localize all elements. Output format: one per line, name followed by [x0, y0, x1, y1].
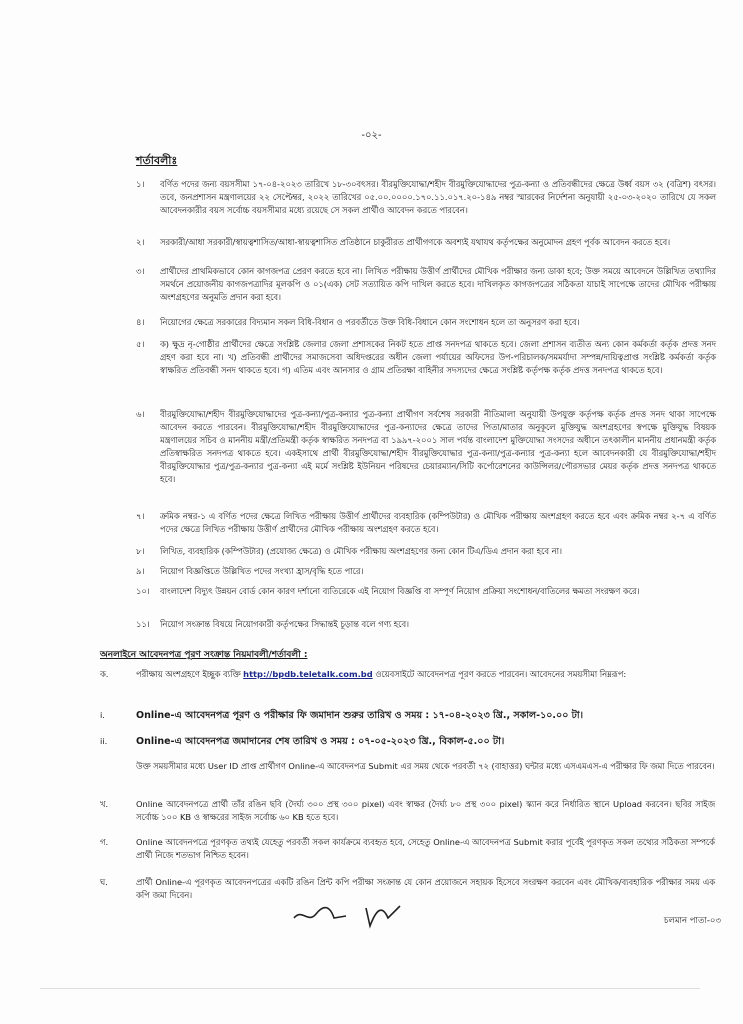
term-item	[136, 565, 716, 578]
term-number: ৮।	[136, 546, 145, 556]
term-item	[136, 178, 716, 217]
term-text: বাংলাদেশ বিদ্যুৎ উন্নয়ন বোর্ড কোন কারণ দর্শানো ব্যতিরেকে এই নিয়োগ বিজ্ঞপ্তি বা সম্পূর্ণ নিয়োগ প্রক্রিয়া সংশোধন/বাতিলের ক্ষমতা সংরক্ষণ করে।	[160, 586, 640, 596]
sms-fee-note: উক্ত সময়সীমার মধ্যে User ID প্রাপ্ত প্রার্থীগণ Online-এ আবেদনপত্র Submit এর সময় থেকে পরবর্তী ৭২ (বাহাত্তর) ঘন্টার মধ্যে এসএমএস-এ পরীক্ষার ফি জমা দিতে পারবেন।	[136, 761, 715, 771]
online-item-i	[100, 709, 715, 722]
term-number: ৯।	[136, 566, 145, 576]
term-item	[136, 316, 716, 329]
online-item-kh	[100, 798, 715, 824]
term-item	[136, 236, 716, 249]
photo-upload-rule: Online আবেদনপত্রে প্রার্থী তাঁর রঙিন ছবি (দৈর্ঘ্য ৩০০ প্রস্থ ৩০০ pixel) এবং স্বাক্ষর (দৈর্ঘ্য ৮০ প্রস্থ ৩০০ pixel) স্ক্যান করে নির্ধারিত স্থানে Upload করবেন। ছবির সাইজ সর্বোচ্চ ১০০ KB ও স্বাক্ষরের সাইজ সর্বোচ্চ ৬০ KB হতে হবে।	[136, 799, 715, 822]
term-item	[136, 545, 716, 558]
term-number: ১।	[136, 179, 145, 189]
signature-1-icon	[290, 900, 350, 930]
online-item-k	[100, 668, 715, 681]
online-item-ii	[100, 735, 715, 748]
term-number: ২।	[136, 237, 145, 247]
term-item	[136, 618, 716, 631]
term-number: ৪।	[136, 317, 145, 327]
term-number: ৩।	[136, 266, 145, 276]
term-number: ১১।	[136, 619, 150, 629]
term-number: ৫।	[136, 339, 145, 349]
online-item-number: ঘ.	[100, 877, 108, 887]
divider	[40, 988, 700, 989]
term-number: ৬।	[136, 409, 145, 419]
term-number: ৭।	[136, 511, 145, 521]
term-item	[136, 408, 716, 486]
online-item-number: খ.	[100, 799, 109, 809]
term-number: ১০।	[136, 586, 150, 596]
print-copy-rule: প্রার্থী Online-এ পূরণকৃত আবেদনপত্রের একটি রঙিন প্রিন্ট কপি পরীক্ষা সংক্রান্ত যে কোন প্রয়োজনে সহায়ক হিসেবে সংরক্ষণ করবেন এবং মৌখিক/ব্যবহারিক পরীক্ষার সময় এক কপি জমা দিবেন।	[136, 877, 715, 900]
term-text: লিখিত, ব্যবহারিক (কম্পিউটার) (প্রযোজ্য ক্ষেত্রে) ও মৌখিক পরীক্ষায় অংশগ্রহণের জন্য কোন টিএ/ডিএ প্রদান করা হবে না।	[160, 546, 562, 556]
accuracy-rule: Online আবেদনপত্রে পূরণকৃত তথ্যই যেহেতু পরবর্তী সকল কার্যক্রমে ব্যবহৃত হবে, সেহেতু Online-এ আবেদনপত্র Submit করার পূর্বেই পূরণকৃত সকল তথ্যের সঠিকতা সম্পর্কে প্রার্থী নিজে শতভাগ নিশ্চিত হবেন।	[136, 837, 715, 860]
term-text: ক্রমিক নম্বর-১ এ বর্ণিত পদের ক্ষেত্রে লিখিত পরীক্ষায় উত্তীর্ণ প্রার্থীদের ব্যবহারিক (কম্পিউটার) ও মৌখিক পরীক্ষায় অংশগ্রহণ করতে হবে এবং ক্রমিক নম্বর ২-৭ এ বর্ণিত পদের ক্ষেত্রে লিখিত পরীক্ষায় উত্তীর্ণ প্রার্থীদের মৌখিক পরীক্ষায় অংশগ্রহণ করতে হবে।	[160, 511, 716, 534]
term-text: বর্ণিত পদের জন্য বয়সসীমা ১৭-০৪-২০২৩ তারিখে ১৮-৩০বৎসর। বীরমুক্তিযোদ্ধা/শহীদ বীরমুক্তিযোদ্ধাদের পুত্র-কন্যা ও প্রতিবন্ধীদের ক্ষেত্রে উর্ধ্ব বয়স ৩২ (বত্রিশ) বৎসর। তবে, জনপ্রশাসন মন্ত্রণালয়ের ২২ সেপ্টেম্বর, ২০২২ তারিখের ০৫.০০.০০০০.১৭০.১১.০১৭.২০-১৪৯ নম্বর স্মারকের নির্দেশনা অনুযায়ী ২৫-০৩-২০২০ তারিখে যে সকল আবেদনকারীর বয়স সর্বোচ্চ বয়সসীমার মধ্যে রয়েছে সে সকল প্রার্থীও আবেদন করতে পারবেন।	[160, 179, 716, 215]
online-item-number: গ.	[100, 837, 109, 847]
online-item-g	[100, 836, 715, 862]
online-item-number: ক.	[100, 669, 109, 679]
term-item	[136, 265, 716, 304]
application-start-date: Online-এ আবেদনপত্র পূরণ ও পরীক্ষার ফি জমাদান শুরুর তারিখ ও সময় : ১৭-০৪-২০২৩ খ্রি., সকাল-১০.০০ টা।	[136, 710, 584, 721]
online-note	[100, 760, 715, 773]
term-text: নিয়োগের ক্ষেত্রে সরকারের বিদ্যমান সকল বিধি-বিধান ও পরবর্তীতে উক্ত বিধি-বিধানে কোন সংশোধন হলে তা অনুসরণ করা হবে।	[160, 317, 580, 327]
online-item-gh	[100, 876, 715, 902]
term-text: ক) ক্ষুদ্র নৃ-গোষ্ঠীর প্রার্থীদের ক্ষেত্রে সংশ্লিষ্ট জেলার জেলা প্রশাসকের নিকট হতে প্রাপ্ত সনদপত্র থাকতে হবে। জেলা প্রশাসন ব্যতীত অন্য কোন কর্মকর্তা কর্তৃক প্রদত্ত সনদ গ্রহণ করা হবে না। খ) প্রতিবন্ধী প্রার্থীদের সমাজসেবা অধিদপ্তরের অধীন জেলা পর্যায়ের অফিসের উপ-পরিচালক/সমমর্যাদা সম্পন্ন/দায়িত্বপ্রাপ্ত সংশ্লিষ্ট কর্মকর্তা কর্তৃক স্বাক্ষরিত প্রতিবন্ধী সনদ থাকতে হবে। গ) এতিম এবং আনসার ও গ্রাম প্রতিরক্ষা বাহিনীর সদস্যদের ক্ষেত্রে সংশ্লিষ্ট কর্তৃপক্ষ কর্তৃক প্রদত্ত সনদপত্র থাকতে হবে।	[160, 339, 716, 375]
term-text: নিয়োগ সংক্রান্ত বিষয়ে নিয়োগকারী কর্তৃপক্ষের সিদ্ধান্তই চূড়ান্ত বলে গণ্য হবে।	[160, 619, 410, 629]
signature-2-icon	[360, 900, 410, 932]
online-rules-heading: অনলাইনে আবেদনপত্র পূরণ সংক্রান্ত নিয়মাবলী/শর্তাবলী :	[100, 650, 308, 660]
term-item	[136, 510, 716, 536]
term-text: বীরমুক্তিযোদ্ধা/শহীদ বীরমুক্তিযোদ্ধাদের পুত্র-কন্যা/পুত্র-কন্যার পুত্র-কন্যা প্রার্থীগণ সর্বশেষ সরকারী নীতিমালা অনুযায়ী উপযুক্ত কর্তৃপক্ষ কর্তৃক প্রদত্ত সনদ থাকা সাপেক্ষে আবেদন করতে পারবেন। বীরমুক্তিযোদ্ধা/শহীদ বীরমুক্তিযোদ্ধাদের পুত্র-কন্যাদের ক্ষেত্রে তাদের পিতা/মাতার অনুকূলে মুক্তিযুদ্ধ অংশগ্রহণের স্বপক্ষে মুক্তিযুদ্ধ বিষয়ক মন্ত্রণালয়ের সচিব ও মাননীয় মন্ত্রী/প্রতিমন্ত্রী কর্তৃক স্বাক্ষরিত সনদপত্র বা ১৯৯৭-২০০১ সাল পর্যন্ত বাংলাদেশ মুক্তিযোদ্ধা সংসদের অধীনে তৎকালীন মাননীয় প্রধানমন্ত্রী কর্তৃক প্রতিস্বাক্ষরিত সনদপত্র থাকতে হবে। একইসাথে প্রার্থী বীরমুক্তিযোদ্ধা/শহীদ বীরমুক্তিযোদ্ধার পুত্র-কন্যা/পুত্র-কন্যার পুত্র-কন্যা হলে আবেদনকারী যে বীরমুক্তিযোদ্ধা/শহীদ বীরমুক্তিযোদ্ধার পুত্র/পুত্র-কন্যার পুত্র-কন্যা এই মর্মে সংশ্লিষ্ট ইউনিয়ন পরিষদের চেয়ারম্যান/সিটি কর্পোরেশনের কাউন্সিলর/পৌরসভার মেয়র কর্তৃক প্রদত্ত সনদপত্র থাকতে হবে।	[160, 409, 716, 484]
term-item	[136, 338, 716, 377]
online-item-number: i.	[100, 710, 105, 720]
application-website-link[interactable]: http://bpdb.teletalk.com.bd	[243, 669, 373, 679]
term-item	[136, 585, 716, 598]
online-item-number: ii.	[100, 736, 108, 746]
term-text: প্রার্থীদের প্রাথমিকভাবে কোন কাগজপত্র প্রেরণ করতে হবে না। লিখিত পরীক্ষায় উত্তীর্ণ প্রার্থীদের মৌখিক পরীক্ষার জন্য ডাকা হবে; উক্ত সময়ে আবেদনে উল্লিখিত তথ্যাদির সমর্থনে প্রয়োজনীয় কাগজপত্রাদির মূলকপি ও ০১(এক) সেট সত্যায়িত কপি দাখিল করতে হবে। দাখিলকৃত কাগজপত্রের সঠিকতা যাচাই সাপেক্ষে তাদের মৌখিক পরীক্ষায় অংশগ্রহণের অনুমতি প্রদান করা হবে।	[160, 266, 716, 302]
term-text: নিয়োগ বিজ্ঞপ্তিতে উল্লিখিত পদের সংখ্যা হ্রাস/বৃদ্ধি হতে পারে।	[160, 566, 364, 576]
online-k-prefix: পরীক্ষায় অংশগ্রহণে ইচ্ছুক ব্যক্তি	[136, 669, 241, 679]
term-text: সরকারী/আধা সরকারী/স্বায়ত্বশাসিত/আধা-স্বায়ত্বশাসিত প্রতিষ্ঠানে চাকুরীরত প্রার্থীগণকে অবশ্যই যথাযথ কর্তৃপক্ষের অনুমোদন গ্রহণ পূর্বক আবেদন করতে হবে।	[160, 237, 671, 247]
continued-page-note: চলমান পাতা-০৩	[663, 916, 721, 926]
online-k-suffix: ওয়েবসাইটে আবেদনপত্র পূরণ করতে পারবেন। আবেদনের সময়সীমা নিম্নরূপ:	[375, 669, 627, 679]
terms-heading: শর্তাবলীঃ	[136, 154, 178, 167]
application-deadline: Online-এ আবেদনপত্র জমাদানের শেষ তারিখ ও সময় : ০৭-০৫-২০২৩ খ্রি., বিকাল-৫.০০ টা।	[136, 736, 505, 747]
page-number: -০২-	[361, 130, 382, 141]
